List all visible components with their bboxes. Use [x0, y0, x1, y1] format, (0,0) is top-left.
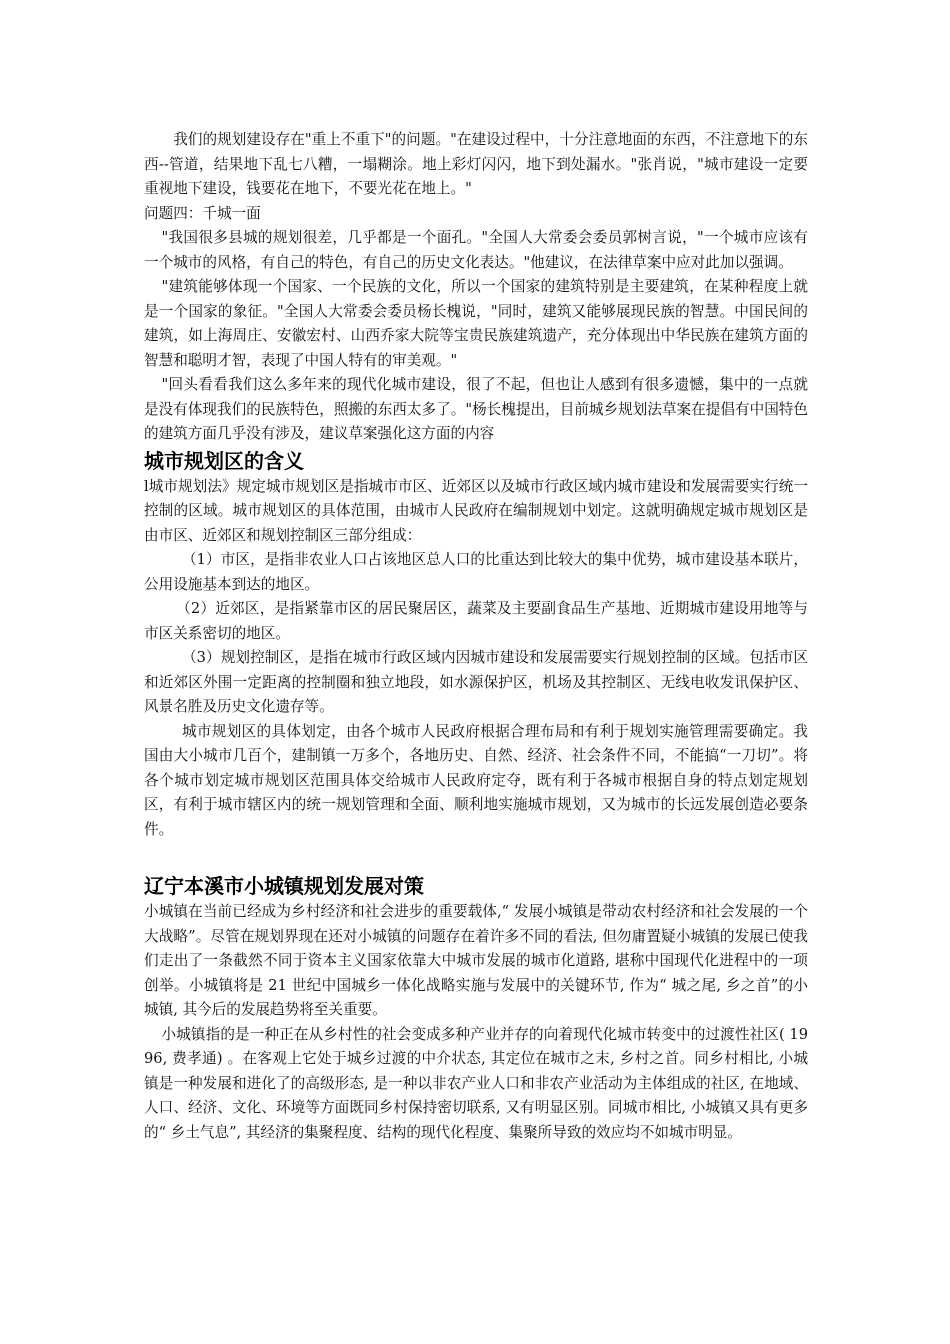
- paragraph-underground-construction: 我们的规划建设存在"重上不重下"的问题。"在建设过程中，十分注意地面的东西，不注意地下的东西--管道，结果地下乱七八糟，一塌糊涂。地上彩灯闪闪，地下到处漏水。"张肖说，"城市建设一定要重视地下建设，钱要花在地下，不要光花在地上。": [144, 131, 808, 197]
- list-item-urban-area: （1）市区，是指非农业人口占该地区总人口的比重达到比较大的集中优势，城市建设基本联片，公用设施基本到达的地区。: [144, 551, 808, 593]
- paragraph-national-architecture: "建筑能够体现一个国家、一个民族的文化，所以一个国家的建筑特别是主要建筑，在某种程度上就是一个国家的象征。"全国人大常委会委员杨长槐说，"同时，建筑又能够展现民族的智慧。中国民间的建筑，如上海周庄、安徽宏村、山西乔家大院等宝贵民族建筑遗产，充分体现出中华民族在建筑方面的智慧和聪明才智，表现了中国人特有的审美观。": [144, 278, 808, 369]
- list-item-suburban-area: （2）近郊区，是指紧靠市区的居民聚居区，蔬菜及主要副食品生产基地、近期城市建设用地等与市区关系密切的地区。: [144, 600, 808, 642]
- paragraph-planning-area-intro: l城市规划法》规定城市规划区是指城市市区、近郊区以及城市行政区域内城市建设和发展需要实行统一控制的区域。城市规划区的具体范围，由城市人民政府在编制规划中划定。这就明确规定城市规划区是由市区、近郊区和规划控制区三部分组成：: [144, 477, 808, 544]
- paragraph-planning-area-closing: 城市规划区的具体划定，由各个城市人民政府根据合理布局和有利于规划实施管理需要确定。我国由大小城市几百个，建制镇一万多个，各地历史、自然、经济、社会条件不同，不能搞“一刀切”。将各个城市划定城市规划区范围具体交给城市人民政府定夺，既有利于各城市根据自身的特点划定规划区，有利于城市辖区内的统一规划管理和全面、顺利地实施城市规划，又为城市的长远发展创造必要条件。: [144, 722, 808, 838]
- paragraph-modern-construction: "回头看看我们这么多年来的现代化城市建设，很了不起，但也让人感到有很多遗憾，集中的一点就是没有体现我们的民族特色，照搬的东西太多了。"杨长槐提出，目前城乡规划法草案在提倡有中国特色的建筑方面几乎没有涉及，建议草案强化这方面的内容: [144, 376, 808, 442]
- paragraph-county-planning: "我国很多县城的规划很差，几乎都是一个面孔。"全国人大常委会委员郭树言说，"一个城市应该有一个城市的风格，有自己的特色，有自己的历史文化表达。"他建议，在法律草案中应对此加以强调。: [144, 229, 808, 271]
- list-item-control-area: （3）规划控制区，是指在城市行政区域内因城市建设和发展需要实行规划控制的区域。包括市区和近郊区外围一定距离的控制圈和独立地段，如水源保护区，机场及其控制区、无线电收发讯保护区、风景名胜及历史文化遗存等。: [144, 649, 808, 715]
- paragraph-small-towns-strategy: 小城镇在当前已经成为乡村经济和社会进步的重要载体,“ 发展小城镇是带动农村经济和社会发展的一个大战略”。尽管在规划界现在还对小城镇的问题存在着许多不同的看法, 但勿庸置疑小城镇的发展已使我们走出了一条截然不同于资本主义国家依靠大中城市发展的城市化道路, 堪称中国现代化进程中的一项创举。小城镇将是 21 世纪中国城乡一体化战略实施与发展中的关键环节, 作为“ 城之尾, 乡之首”的小城镇, 其今后的发展趋势将至关重要。: [144, 903, 808, 1018]
- heading-benxi-small-towns: 辽宁本溪市小城镇规划发展对策: [144, 874, 424, 898]
- heading-planning-area-meaning: 城市规划区的含义: [144, 448, 304, 473]
- problem-four-label: 问题四：千城一面: [144, 204, 261, 222]
- paragraph-small-towns-definition: 小城镇指的是一种正在从乡村性的社会变成多种产业并存的向着现代化城市转变中的过渡性社区( 1996, 费孝通) 。在客观上它处于城乡过渡的中介状态, 其定位在城市之末, 乡村之首。同乡村相比, 小城镇是一种发展和进化了的高级形态, 是一种以非农产业人口和非农产业活动为主体组成的社区, 在地域、人口、经济、文化、环境等方面既同乡村保持密切联系, 又有明显区别。同城市相比, 小城镇又具有更多的“ 乡土气息”, 其经济的集聚程度、结构的现代化程度、集聚所导致的效应均不如城市明显。: [144, 1025, 808, 1141]
- document-page: [144, 128, 808, 1145]
